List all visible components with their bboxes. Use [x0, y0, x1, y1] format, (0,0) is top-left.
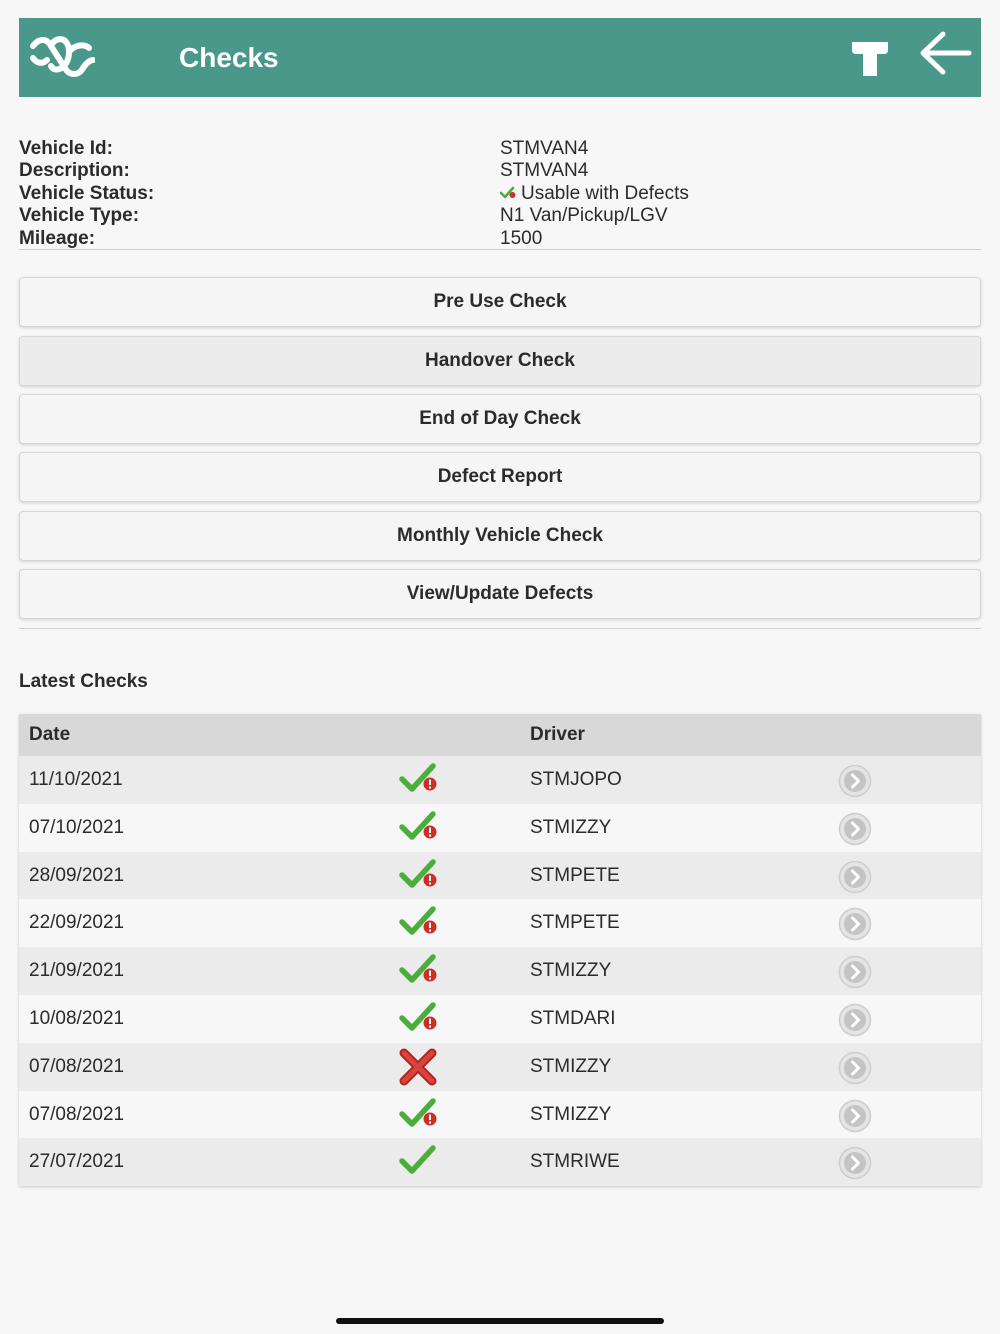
- vehicle-info: [19, 138, 981, 250]
- check-with-defect-icon: [399, 904, 439, 942]
- check-driver: STMIZZY: [530, 816, 612, 838]
- check-with-defect-icon: [399, 952, 439, 990]
- app-header: [19, 18, 981, 97]
- description-row: [19, 160, 981, 182]
- table-row[interactable]: [19, 1043, 981, 1091]
- check-driver: STMIZZY: [530, 1055, 612, 1077]
- description-value: STMVAN4: [500, 160, 589, 182]
- check-date: 28/09/2021: [29, 864, 125, 886]
- check-driver: STMDARI: [530, 1007, 616, 1029]
- check-driver: STMIZZY: [530, 1103, 612, 1125]
- chevron-right-icon[interactable]: [838, 764, 872, 798]
- latest-checks-title: Latest Checks: [19, 671, 148, 692]
- chevron-right-icon[interactable]: [838, 955, 872, 989]
- check-driver: STMRIWE: [530, 1151, 620, 1173]
- check-icon: [399, 1143, 439, 1181]
- handover-check-button[interactable]: Handover Check: [19, 336, 981, 386]
- check-date: 07/10/2021: [29, 816, 125, 838]
- check-with-defect-icon: [399, 809, 439, 847]
- check-with-defect-icon: [399, 1096, 439, 1134]
- cross-icon: [399, 1048, 439, 1086]
- description-label: Description:: [19, 160, 130, 182]
- table-row[interactable]: [19, 1138, 981, 1186]
- table-row[interactable]: [19, 947, 981, 995]
- check-driver: STMJOPO: [530, 769, 622, 790]
- filter-icon[interactable]: [849, 38, 891, 80]
- check-driver: STMIZZY: [530, 960, 612, 982]
- wave-logo-icon: [29, 32, 95, 82]
- column-header-date: Date: [29, 724, 71, 745]
- chevron-right-icon[interactable]: [838, 1099, 872, 1133]
- page-title: Checks: [179, 42, 279, 73]
- vehicle-id-label: Vehicle Id:: [19, 138, 113, 159]
- vehicle-status-value: Usable with Defects: [521, 182, 689, 204]
- chevron-right-icon[interactable]: [838, 860, 872, 894]
- vehicle-type-row: [19, 205, 981, 227]
- vehicle-id-value: STMVAN4: [500, 138, 589, 159]
- check-date: 22/09/2021: [29, 912, 125, 934]
- check-date: 27/07/2021: [29, 1151, 125, 1173]
- check-date: 21/09/2021: [29, 960, 125, 982]
- table-row[interactable]: [19, 899, 981, 947]
- check-date: 07/08/2021: [29, 1055, 125, 1077]
- mileage-row: [19, 228, 981, 250]
- check-with-defect-icon: [399, 1000, 439, 1038]
- mileage-value: 1500: [500, 227, 543, 249]
- latest-checks-table: [19, 714, 981, 1186]
- column-header-driver: Driver: [530, 724, 585, 745]
- divider: [19, 628, 981, 629]
- chevron-right-icon[interactable]: [838, 1146, 872, 1180]
- pre-use-check-button[interactable]: Pre Use Check: [19, 277, 981, 327]
- vehicle-status-label: Vehicle Status:: [19, 182, 155, 204]
- check-date: 10/08/2021: [29, 1007, 125, 1029]
- chevron-right-icon[interactable]: [838, 1003, 872, 1037]
- back-arrow-icon[interactable]: [917, 28, 973, 78]
- check-with-defect-icon: [399, 761, 439, 799]
- monthly-vehicle-check-button[interactable]: Monthly Vehicle Check: [19, 511, 981, 561]
- table-header: [19, 714, 981, 756]
- mileage-label: Mileage:: [19, 227, 96, 249]
- check-driver: STMPETE: [530, 864, 620, 886]
- table-row[interactable]: [19, 756, 981, 804]
- vehicle-id-row: [19, 138, 981, 160]
- defect-report-button[interactable]: Defect Report: [19, 452, 981, 502]
- table-row[interactable]: [19, 804, 981, 852]
- vehicle-status-value-wrap: [500, 183, 689, 205]
- vehicle-type-label: Vehicle Type:: [19, 205, 140, 227]
- table-row[interactable]: [19, 995, 981, 1043]
- table-row[interactable]: [19, 852, 981, 900]
- check-date: 11/10/2021: [29, 769, 123, 790]
- end-of-day-check-button[interactable]: End of Day Check: [19, 394, 981, 444]
- vehicle-status-row: [19, 183, 981, 205]
- vehicle-type-value: N1 Van/Pickup/LGV: [500, 205, 668, 227]
- check-with-defect-icon: [399, 857, 439, 895]
- view-update-defects-button[interactable]: View/Update Defects: [19, 569, 981, 619]
- check-date: 07/08/2021: [29, 1103, 125, 1125]
- chevron-right-icon[interactable]: [838, 1051, 872, 1085]
- table-body: [19, 756, 981, 1186]
- table-row[interactable]: [19, 1091, 981, 1139]
- check-driver: STMPETE: [530, 912, 620, 934]
- check-with-defect-icon: [500, 186, 516, 200]
- chevron-right-icon[interactable]: [838, 907, 872, 941]
- chevron-right-icon[interactable]: [838, 812, 872, 846]
- home-indicator: [336, 1318, 664, 1324]
